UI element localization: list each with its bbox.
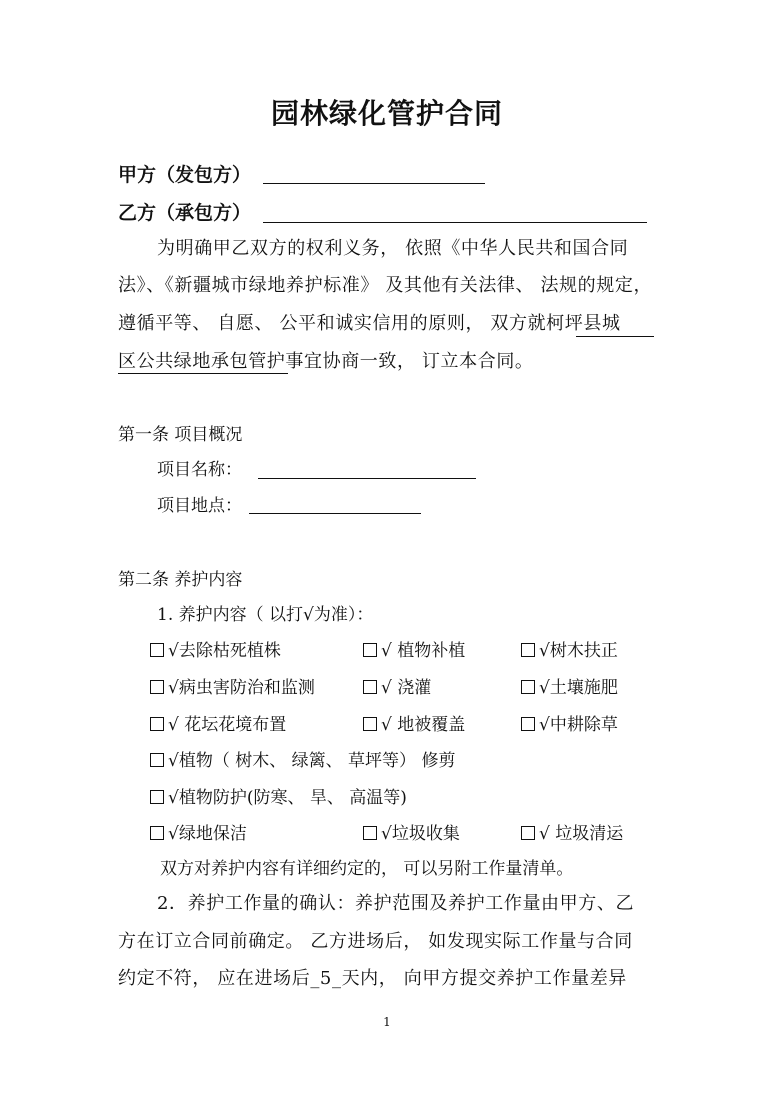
workload-line-2: 方在订立合同前确定。 乙方进场后， 如发现实际工作量与合同 <box>118 931 633 952</box>
checkbox-icon <box>363 826 377 840</box>
content-note: 双方对养护内容有详细约定的， 可以另附工作量清单。 <box>160 859 574 879</box>
project-location-label: 项目地点： <box>157 496 242 516</box>
check-tree-straightening: √树木扶正 <box>521 636 618 661</box>
checkbox-icon <box>521 717 535 731</box>
checkbox-icon <box>363 717 377 731</box>
intro-line-1: 为明确甲乙双方的权利义务， 依照《中华人民共和国合同 <box>157 238 629 259</box>
check-remove-dead-plants: √去除枯死植株 <box>150 636 281 661</box>
check-garbage-removal: √ 垃圾清运 <box>521 819 623 844</box>
intro-underline-2 <box>118 373 288 374</box>
page-number: 1 <box>383 1015 391 1029</box>
party-a-label: 甲方（发包方） <box>118 164 252 186</box>
checkbox-icon <box>150 643 164 657</box>
project-location-blank <box>249 513 421 514</box>
check-pruning: √植物（ 树木、 绿篱、 草坪等） 修剪 <box>150 746 455 771</box>
check-fertilizing: √土壤施肥 <box>521 673 618 698</box>
check-ground-cover: √ 地被覆盖 <box>363 710 465 735</box>
checkbox-icon <box>363 680 377 694</box>
check-pest-control: √病虫害防治和监测 <box>150 673 315 698</box>
checkbox-icon <box>521 826 535 840</box>
party-a-blank <box>263 183 485 184</box>
checkbox-icon <box>150 680 164 694</box>
check-weeding: √中耕除草 <box>521 710 618 735</box>
document-title: 园林绿化管护合同 <box>270 97 503 130</box>
article-2-heading: 第二条 养护内容 <box>118 570 243 590</box>
checkbox-icon <box>150 717 164 731</box>
intro-underline-1 <box>576 336 654 337</box>
intro-line-4: 区公共绿地承包管护事宜协商一致， 订立本合同。 <box>118 351 534 372</box>
workload-line-3: 约定不符， 应在进场后_5_天内， 向甲方提交养护工作量差异 <box>118 968 627 989</box>
content-item-1: 1. 养护内容（ 以打√为准）： <box>157 605 374 625</box>
checkbox-icon <box>363 643 377 657</box>
checkbox-icon <box>150 753 164 767</box>
check-plant-protection: √植物防护(防寒、 旱、 高温等) <box>150 783 407 808</box>
party-b-blank <box>263 222 647 223</box>
checkbox-icon <box>150 826 164 840</box>
article-1-heading: 第一条 项目概况 <box>118 425 243 445</box>
check-cleaning: √绿地保洁 <box>150 819 247 844</box>
party-b-label: 乙方（承包方） <box>118 202 252 224</box>
check-garbage-collection: √垃圾收集 <box>363 819 460 844</box>
checkbox-icon <box>521 643 535 657</box>
project-name-label: 项目名称： <box>157 460 242 480</box>
intro-line-2: 法》、《新疆城市绿地养护标准》 及其他有关法律、 法规的规定， <box>118 275 653 296</box>
workload-line-1: 2．养护工作量的确认：养护范围及养护工作量由甲方、乙 <box>157 893 635 914</box>
check-flowerbed-layout: √ 花坛花境布置 <box>150 710 286 735</box>
project-name-blank <box>258 478 476 479</box>
checkbox-icon <box>521 680 535 694</box>
checkbox-icon <box>150 790 164 804</box>
check-replanting: √ 植物补植 <box>363 636 465 661</box>
check-irrigation: √ 浇灌 <box>363 673 431 698</box>
intro-line-3: 遵循平等、 自愿、 公平和诚实信用的原则， 双方就柯坪县城 <box>118 313 621 334</box>
